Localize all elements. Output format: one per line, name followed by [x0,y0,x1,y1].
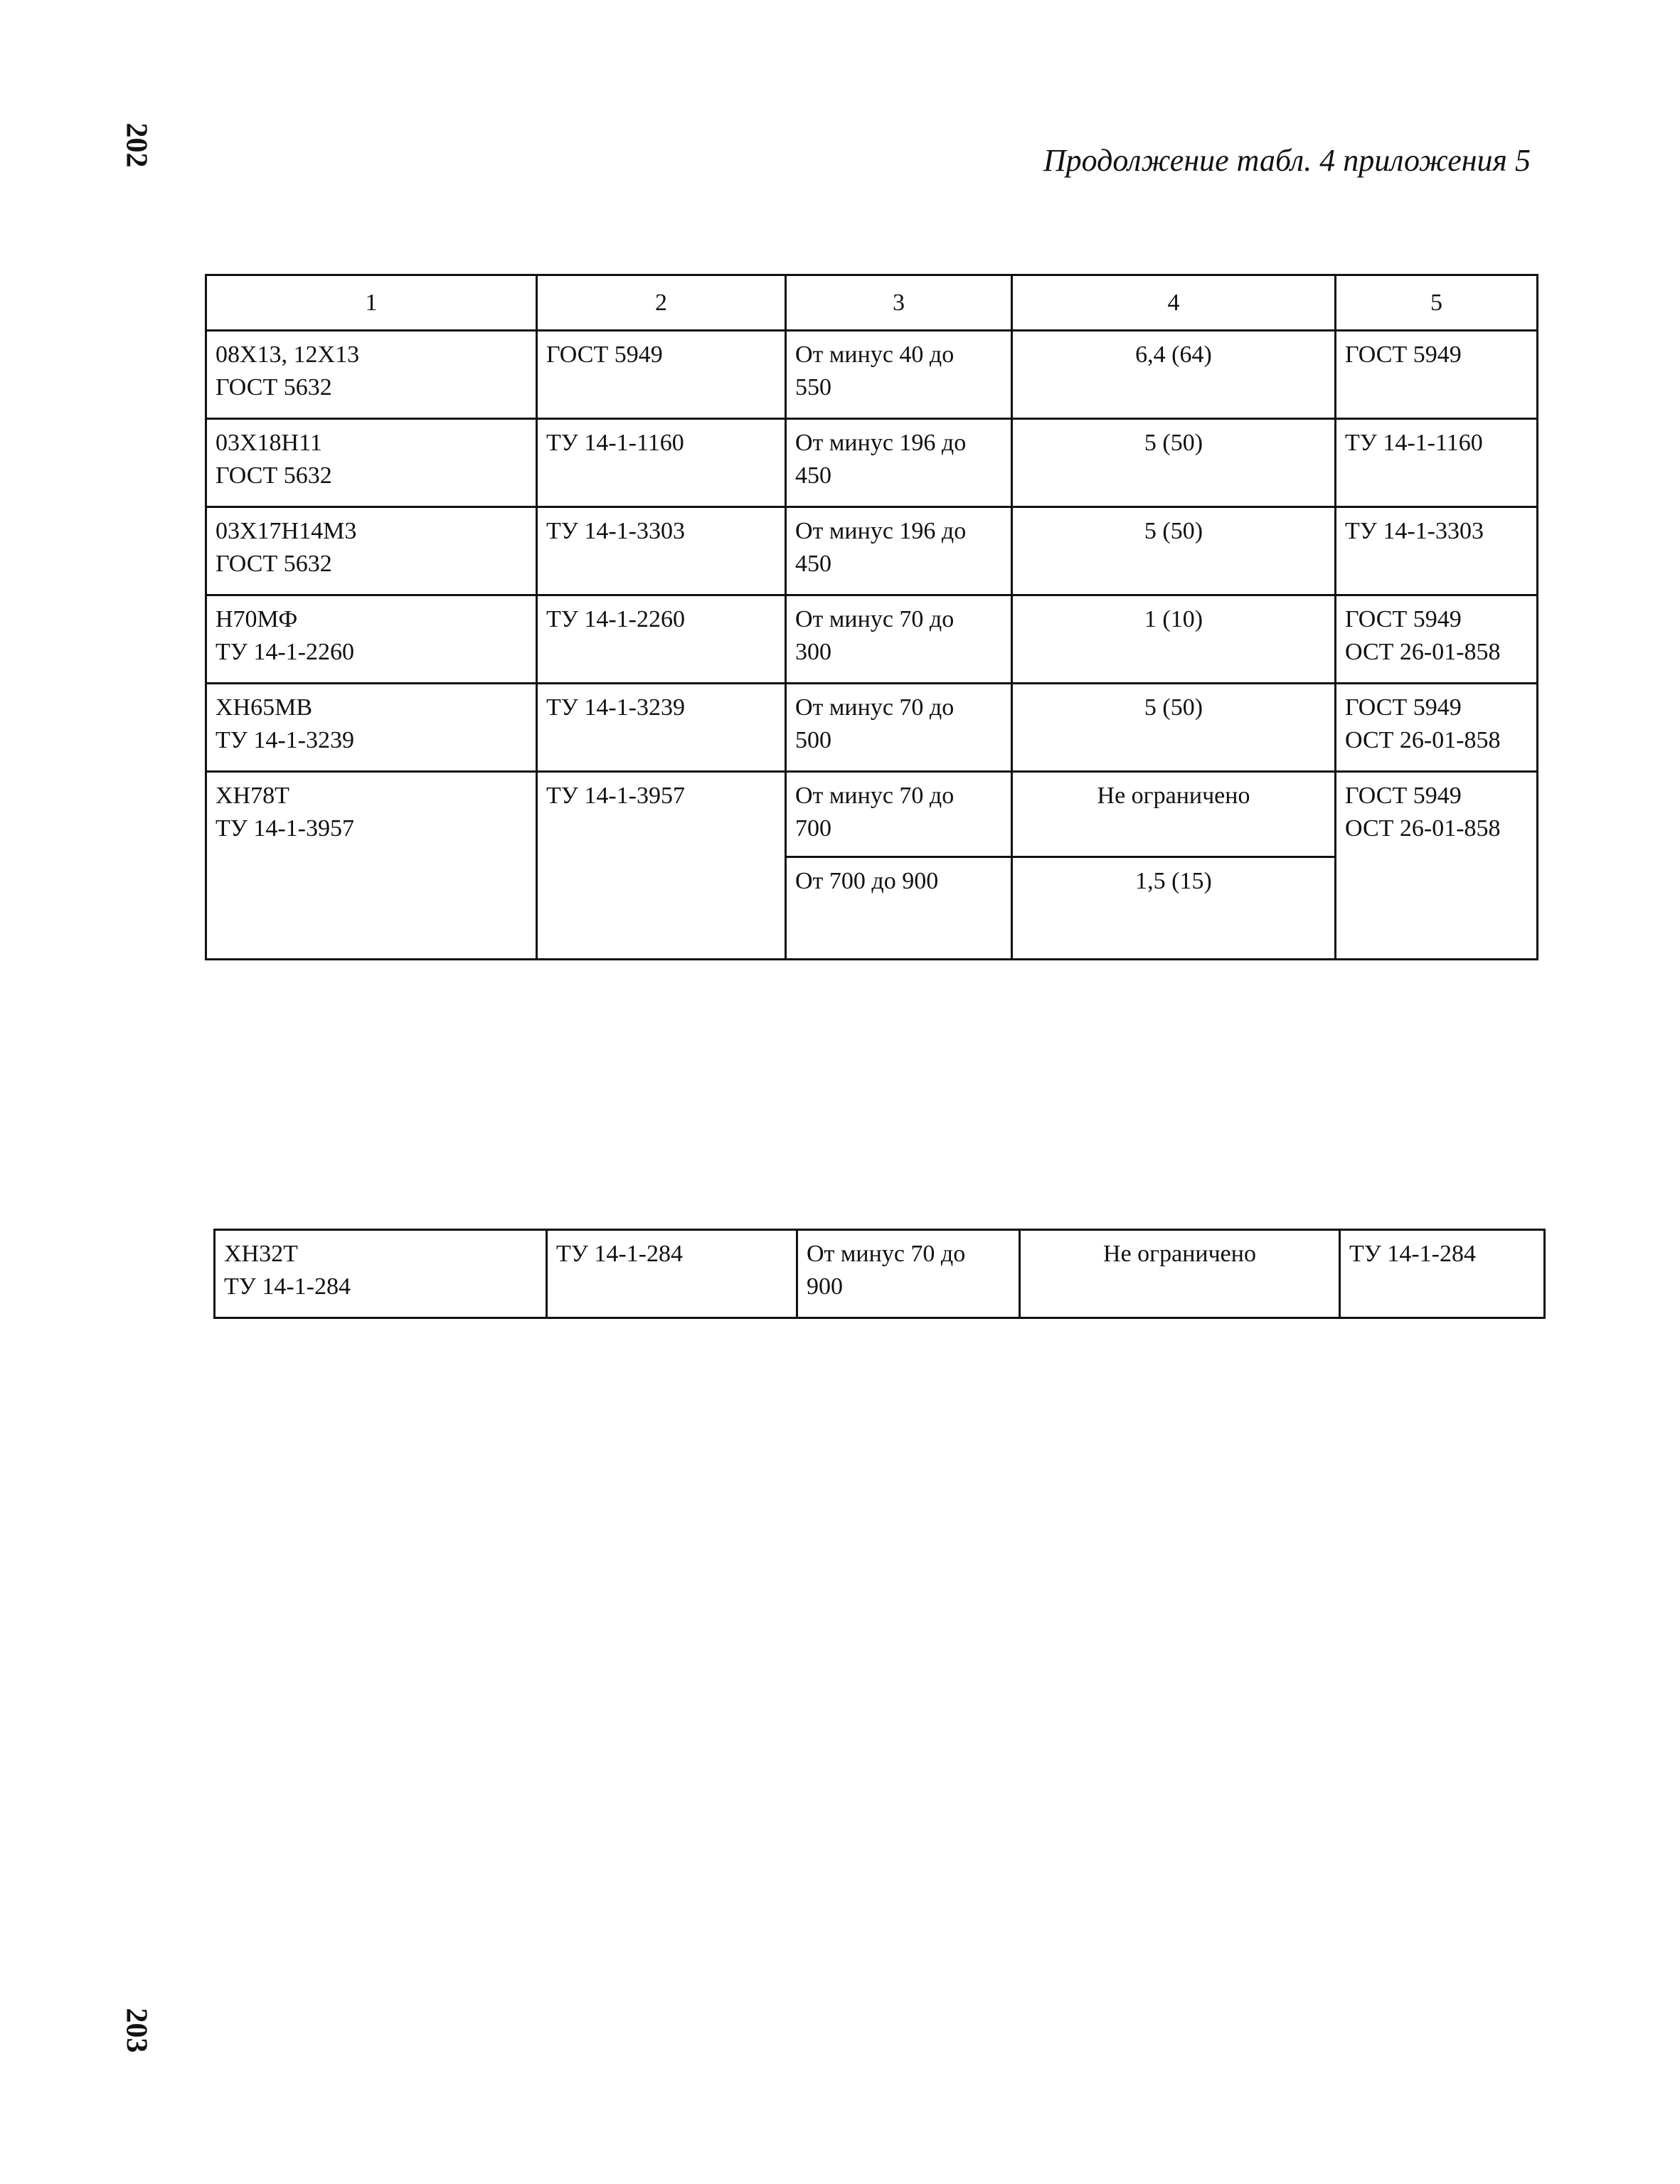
pressure-cell: 6,4 (64) [1012,331,1336,419]
table-row [206,419,1538,507]
pressure-cell: 5 (50) [1012,419,1336,507]
pressure-cell: 1 (10) [1012,595,1336,684]
header-col-5: 5 [1336,275,1538,331]
standard-cell: ТУ 14-1-2260 [537,595,786,684]
reference-cell: ГОСТ 5949 ОСТ 26-01-858 [1336,595,1538,684]
reference-cell: ГОСТ 5949 [1336,331,1538,419]
extra-table [213,1229,1546,1319]
temperature-cell: От минус 70 до 300 [786,595,1012,684]
table-row [206,595,1538,684]
temperature-cell: От минус 70 до 700 [786,772,1012,857]
standard-cell: ТУ 14-1-3957 [537,772,786,960]
reference-cell: ТУ 14-1-284 [1340,1230,1545,1318]
temperature-cell: От минус 70 до 900 [797,1230,1020,1318]
material-cell: 03Х18Н11 ГОСТ 5632 [206,419,537,507]
pressure-cell: Не ограничено [1012,772,1336,857]
material-cell: 08Х13, 12Х13 ГОСТ 5632 [206,331,537,419]
material-cell: 03Х17Н14М3 ГОСТ 5632 [206,507,537,595]
header-row [206,275,1538,331]
header-col-2: 2 [537,275,786,331]
material-cell: ХН32Т ТУ 14-1-284 [215,1230,547,1318]
temperature-cell: От минус 70 до 500 [786,684,1012,772]
pressure-cell: 5 (50) [1012,684,1336,772]
header-col-3: 3 [786,275,1012,331]
table-row [206,331,1538,419]
table-row [206,684,1538,772]
standard-cell: ТУ 14-1-1160 [537,419,786,507]
page-number-top: 202 [119,122,153,168]
material-cell: ХН78Т ТУ 14-1-3957 [206,772,537,960]
temperature-cell: От минус 40 до 550 [786,331,1012,419]
reference-cell: ГОСТ 5949 ОСТ 26-01-858 [1336,684,1538,772]
reference-cell: ТУ 14-1-1160 [1336,419,1538,507]
table-row [206,507,1538,595]
table-row [215,1230,1545,1318]
standard-cell: ТУ 14-1-3239 [537,684,786,772]
pressure-cell: 5 (50) [1012,507,1336,595]
table-caption: Продолжение табл. 4 приложения 5 [1043,143,1531,178]
main-table [205,274,1538,960]
pressure-cell: Не ограничено [1020,1230,1340,1318]
reference-cell: ТУ 14-1-3303 [1336,507,1538,595]
page-number-bottom: 203 [119,2008,153,2053]
standard-cell: ГОСТ 5949 [537,331,786,419]
temperature-cell: От 700 до 900 [786,857,1012,960]
table-row [206,772,1538,857]
pressure-cell: 1,5 (15) [1012,857,1336,960]
reference-cell: ГОСТ 5949 ОСТ 26-01-858 [1336,772,1538,960]
header-col-1: 1 [206,275,537,331]
temperature-cell: От минус 196 до 450 [786,419,1012,507]
standard-cell: ТУ 14-1-284 [547,1230,797,1318]
standard-cell: ТУ 14-1-3303 [537,507,786,595]
material-cell: ХН65МВ ТУ 14-1-3239 [206,684,537,772]
header-col-4: 4 [1012,275,1336,331]
temperature-cell: От минус 196 до 450 [786,507,1012,595]
material-cell: Н70МФ ТУ 14-1-2260 [206,595,537,684]
